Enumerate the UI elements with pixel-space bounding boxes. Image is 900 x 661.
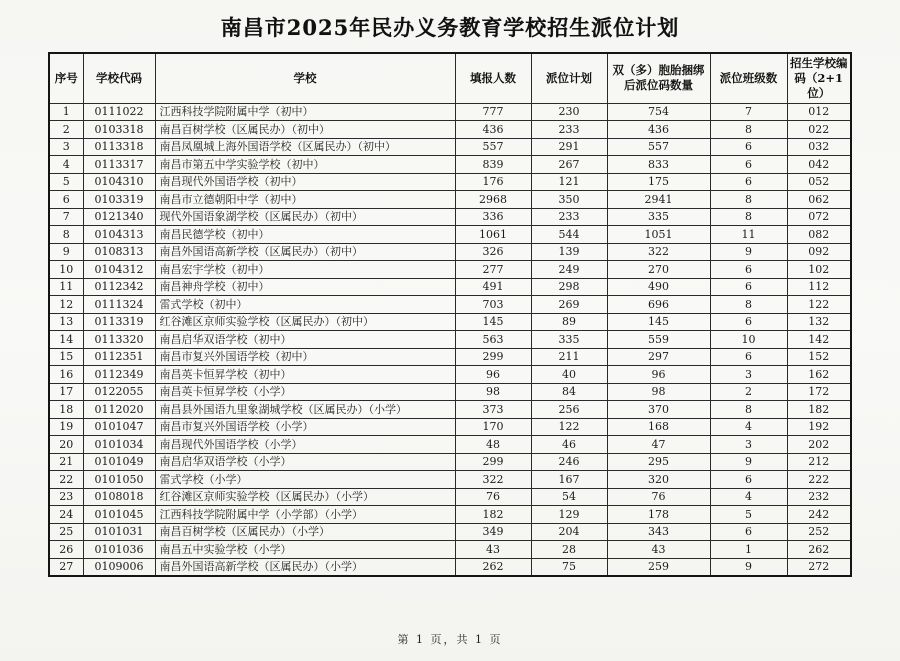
table-row [49,313,851,331]
cell-enroll-code: 012 [787,103,851,121]
page-number-footer: 第 1 页，共 1 页 [397,633,503,646]
table-row [49,278,851,296]
cell-twin-bound: 175 [607,173,710,191]
placement-plan-table [48,52,852,577]
cell-enroll-code: 232 [787,488,851,506]
cell-plan: 335 [531,331,607,349]
cell-class-count: 8 [710,191,787,209]
cell-index: 3 [49,138,83,156]
cell-twin-bound: 98 [607,383,710,401]
cell-plan: 256 [531,401,607,419]
cell-applicants: 48 [455,436,531,454]
cell-school-code: 0104312 [83,261,155,279]
cell-twin-bound: 557 [607,138,710,156]
cell-applicants: 2968 [455,191,531,209]
cell-plan: 121 [531,173,607,191]
cell-enroll-code: 162 [787,366,851,384]
cell-index: 15 [49,348,83,366]
cell-twin-bound: 76 [607,488,710,506]
cell-applicants: 373 [455,401,531,419]
cell-twin-bound: 259 [607,558,710,576]
cell-school: 南昌神舟学校（初中） [155,278,455,296]
cell-index: 7 [49,208,83,226]
cell-school-code: 0103319 [83,191,155,209]
cell-plan: 350 [531,191,607,209]
cell-school: 南昌百树学校（区属民办）（小学） [155,523,455,541]
cell-enroll-code: 272 [787,558,851,576]
column-header-school-code: 学校代码 [83,53,155,103]
cell-school: 现代外国语象湖学校（区属民办）（初中） [155,208,455,226]
table-row [49,436,851,454]
cell-school-code: 0113317 [83,156,155,174]
cell-school: 南昌市复兴外国语学校（初中） [155,348,455,366]
table-row [49,331,851,349]
cell-plan: 75 [531,558,607,576]
cell-school-code: 0101034 [83,436,155,454]
cell-school-code: 0113320 [83,331,155,349]
cell-enroll-code: 042 [787,156,851,174]
table-row [49,541,851,559]
cell-twin-bound: 43 [607,541,710,559]
cell-class-count: 6 [710,138,787,156]
table-row [49,226,851,244]
table-row [49,418,851,436]
cell-enroll-code: 262 [787,541,851,559]
cell-class-count: 1 [710,541,787,559]
cell-class-count: 10 [710,331,787,349]
cell-index: 6 [49,191,83,209]
cell-index: 27 [49,558,83,576]
cell-school-code: 0103318 [83,121,155,139]
cell-class-count: 8 [710,401,787,419]
cell-index: 11 [49,278,83,296]
table-row [49,506,851,524]
cell-class-count: 6 [710,313,787,331]
cell-school-code: 0108018 [83,488,155,506]
cell-plan: 233 [531,121,607,139]
cell-applicants: 96 [455,366,531,384]
cell-school: 红谷滩区京师实验学校（区属民办）（初中） [155,313,455,331]
cell-enroll-code: 092 [787,243,851,261]
cell-school: 南昌外国语高新学校（区属民办）（小学） [155,558,455,576]
cell-enroll-code: 112 [787,278,851,296]
cell-enroll-code: 072 [787,208,851,226]
cell-index: 23 [49,488,83,506]
cell-plan: 204 [531,523,607,541]
cell-plan: 28 [531,541,607,559]
cell-index: 20 [49,436,83,454]
table-row [49,243,851,261]
cell-plan: 269 [531,296,607,314]
cell-class-count: 7 [710,103,787,121]
cell-school: 南昌县外国语九里象湖城学校（区属民办）（小学） [155,401,455,419]
cell-class-count: 5 [710,506,787,524]
cell-class-count: 4 [710,418,787,436]
cell-twin-bound: 322 [607,243,710,261]
cell-plan: 230 [531,103,607,121]
cell-plan: 89 [531,313,607,331]
cell-school: 雷式学校（小学） [155,471,455,489]
cell-school: 南昌宏宇学校（初中） [155,261,455,279]
cell-index: 25 [49,523,83,541]
cell-plan: 249 [531,261,607,279]
table-body [49,103,851,576]
cell-enroll-code: 222 [787,471,851,489]
cell-school-code: 0108313 [83,243,155,261]
cell-applicants: 76 [455,488,531,506]
cell-school: 南昌市立德朝阳中学（初中） [155,191,455,209]
cell-twin-bound: 297 [607,348,710,366]
cell-class-count: 6 [710,471,787,489]
cell-applicants: 43 [455,541,531,559]
cell-class-count: 2 [710,383,787,401]
cell-applicants: 349 [455,523,531,541]
cell-twin-bound: 295 [607,453,710,471]
column-header-plan: 派位计划 [531,53,607,103]
cell-school-code: 0101036 [83,541,155,559]
cell-school-code: 0122055 [83,383,155,401]
cell-school-code: 0104313 [83,226,155,244]
column-header-enroll-code: 招生学校编码（2+1位） [787,53,851,103]
column-header-school: 学校 [155,53,455,103]
cell-class-count: 3 [710,436,787,454]
table-row [49,138,851,156]
cell-applicants: 98 [455,383,531,401]
cell-school-code: 0112342 [83,278,155,296]
cell-school: 江西科技学院附属中学（初中） [155,103,455,121]
cell-twin-bound: 270 [607,261,710,279]
cell-school: 南昌外国语高新学校（区属民办）（初中） [155,243,455,261]
column-header-class-count: 派位班级数 [710,53,787,103]
cell-class-count: 4 [710,488,787,506]
cell-enroll-code: 242 [787,506,851,524]
cell-applicants: 299 [455,348,531,366]
cell-plan: 40 [531,366,607,384]
table-row [49,191,851,209]
cell-applicants: 277 [455,261,531,279]
cell-index: 1 [49,103,83,121]
cell-index: 14 [49,331,83,349]
cell-applicants: 176 [455,173,531,191]
cell-enroll-code: 192 [787,418,851,436]
cell-twin-bound: 178 [607,506,710,524]
table-row [49,488,851,506]
cell-plan: 167 [531,471,607,489]
cell-applicants: 703 [455,296,531,314]
table-row [49,261,851,279]
cell-school-code: 0104310 [83,173,155,191]
cell-index: 24 [49,506,83,524]
cell-enroll-code: 182 [787,401,851,419]
cell-school: 南昌启华双语学校（小学） [155,453,455,471]
cell-applicants: 1061 [455,226,531,244]
cell-twin-bound: 1051 [607,226,710,244]
cell-index: 16 [49,366,83,384]
cell-enroll-code: 212 [787,453,851,471]
cell-plan: 84 [531,383,607,401]
cell-index: 12 [49,296,83,314]
cell-school-code: 0111022 [83,103,155,121]
cell-class-count: 6 [710,278,787,296]
table-row [49,366,851,384]
table-row [49,208,851,226]
cell-school-code: 0112020 [83,401,155,419]
cell-enroll-code: 052 [787,173,851,191]
cell-index: 5 [49,173,83,191]
cell-twin-bound: 754 [607,103,710,121]
table-row [49,453,851,471]
cell-applicants: 299 [455,453,531,471]
cell-school: 雷式学校（初中） [155,296,455,314]
cell-index: 21 [49,453,83,471]
cell-twin-bound: 833 [607,156,710,174]
cell-applicants: 436 [455,121,531,139]
cell-applicants: 326 [455,243,531,261]
cell-twin-bound: 145 [607,313,710,331]
cell-index: 26 [49,541,83,559]
cell-twin-bound: 96 [607,366,710,384]
cell-applicants: 491 [455,278,531,296]
cell-class-count: 6 [710,173,787,191]
cell-applicants: 563 [455,331,531,349]
cell-index: 17 [49,383,83,401]
table-row [49,121,851,139]
cell-twin-bound: 436 [607,121,710,139]
cell-applicants: 262 [455,558,531,576]
cell-applicants: 777 [455,103,531,121]
cell-class-count: 6 [710,156,787,174]
cell-school-code: 0112351 [83,348,155,366]
cell-school-code: 0101050 [83,471,155,489]
cell-plan: 291 [531,138,607,156]
cell-twin-bound: 2941 [607,191,710,209]
column-header-applicants: 填报人数 [455,53,531,103]
cell-plan: 211 [531,348,607,366]
cell-school: 红谷滩区京师实验学校（区属民办）（小学） [155,488,455,506]
cell-twin-bound: 47 [607,436,710,454]
cell-school: 南昌五中实验学校（小学） [155,541,455,559]
cell-index: 22 [49,471,83,489]
cell-class-count: 9 [710,558,787,576]
cell-plan: 233 [531,208,607,226]
cell-school: 南昌市第五中学实验学校（初中） [155,156,455,174]
cell-plan: 267 [531,156,607,174]
table-row [49,471,851,489]
cell-twin-bound: 559 [607,331,710,349]
column-header-twin-bound: 双（多）胞胎捆绑后派位码数量 [607,53,710,103]
cell-school-code: 0109006 [83,558,155,576]
cell-plan: 298 [531,278,607,296]
cell-class-count: 6 [710,523,787,541]
cell-index: 13 [49,313,83,331]
cell-enroll-code: 022 [787,121,851,139]
cell-school: 江西科技学院附属中学（小学部）（小学） [155,506,455,524]
table-row [49,401,851,419]
cell-class-count: 6 [710,261,787,279]
cell-applicants: 145 [455,313,531,331]
cell-applicants: 182 [455,506,531,524]
cell-school-code: 0113319 [83,313,155,331]
cell-school-code: 0112349 [83,366,155,384]
cell-school-code: 0101049 [83,453,155,471]
cell-school-code: 0101047 [83,418,155,436]
cell-school: 南昌现代外国语学校（小学） [155,436,455,454]
cell-school-code: 0113318 [83,138,155,156]
table-row [49,558,851,576]
cell-applicants: 170 [455,418,531,436]
cell-twin-bound: 335 [607,208,710,226]
header-row [49,53,851,103]
cell-applicants: 322 [455,471,531,489]
cell-school-code: 0111324 [83,296,155,314]
table-row [49,103,851,121]
cell-enroll-code: 132 [787,313,851,331]
table-header [49,53,851,103]
cell-school: 南昌百树学校（区属民办）（初中） [155,121,455,139]
cell-twin-bound: 320 [607,471,710,489]
cell-plan: 544 [531,226,607,244]
cell-index: 18 [49,401,83,419]
cell-school: 南昌民德学校（初中） [155,226,455,244]
cell-school-code: 0101031 [83,523,155,541]
table-row [49,348,851,366]
table-row [49,296,851,314]
cell-twin-bound: 168 [607,418,710,436]
cell-enroll-code: 142 [787,331,851,349]
cell-enroll-code: 062 [787,191,851,209]
cell-class-count: 6 [710,348,787,366]
table-row [49,383,851,401]
table-row [49,523,851,541]
cell-school-code: 0121340 [83,208,155,226]
cell-enroll-code: 032 [787,138,851,156]
cell-applicants: 557 [455,138,531,156]
cell-school: 南昌英卡恒昇学校（初中） [155,366,455,384]
cell-class-count: 9 [710,453,787,471]
table-row [49,156,851,174]
cell-enroll-code: 102 [787,261,851,279]
cell-plan: 46 [531,436,607,454]
cell-class-count: 8 [710,208,787,226]
cell-class-count: 3 [710,366,787,384]
cell-twin-bound: 343 [607,523,710,541]
cell-index: 8 [49,226,83,244]
cell-twin-bound: 696 [607,296,710,314]
cell-enroll-code: 202 [787,436,851,454]
column-header-index: 序号 [49,53,83,103]
cell-plan: 129 [531,506,607,524]
cell-applicants: 336 [455,208,531,226]
cell-enroll-code: 122 [787,296,851,314]
cell-plan: 54 [531,488,607,506]
cell-twin-bound: 370 [607,401,710,419]
cell-enroll-code: 082 [787,226,851,244]
cell-school: 南昌启华双语学校（初中） [155,331,455,349]
cell-school: 南昌市复兴外国语学校（小学） [155,418,455,436]
cell-index: 2 [49,121,83,139]
cell-twin-bound: 490 [607,278,710,296]
cell-school: 南昌凤凰城上海外国语学校（区属民办）（初中） [155,138,455,156]
cell-applicants: 839 [455,156,531,174]
cell-enroll-code: 252 [787,523,851,541]
cell-class-count: 11 [710,226,787,244]
cell-class-count: 8 [710,296,787,314]
cell-school: 南昌英卡恒昇学校（小学） [155,383,455,401]
page-title: 南昌市2025年民办义务教育学校招生派位计划 [220,15,680,40]
cell-enroll-code: 172 [787,383,851,401]
cell-school: 南昌现代外国语学校（初中） [155,173,455,191]
cell-index: 9 [49,243,83,261]
table-row [49,173,851,191]
cell-plan: 122 [531,418,607,436]
cell-index: 4 [49,156,83,174]
cell-class-count: 9 [710,243,787,261]
cell-enroll-code: 152 [787,348,851,366]
cell-index: 10 [49,261,83,279]
cell-class-count: 8 [710,121,787,139]
cell-school-code: 0101045 [83,506,155,524]
cell-index: 19 [49,418,83,436]
cell-plan: 246 [531,453,607,471]
cell-plan: 139 [531,243,607,261]
